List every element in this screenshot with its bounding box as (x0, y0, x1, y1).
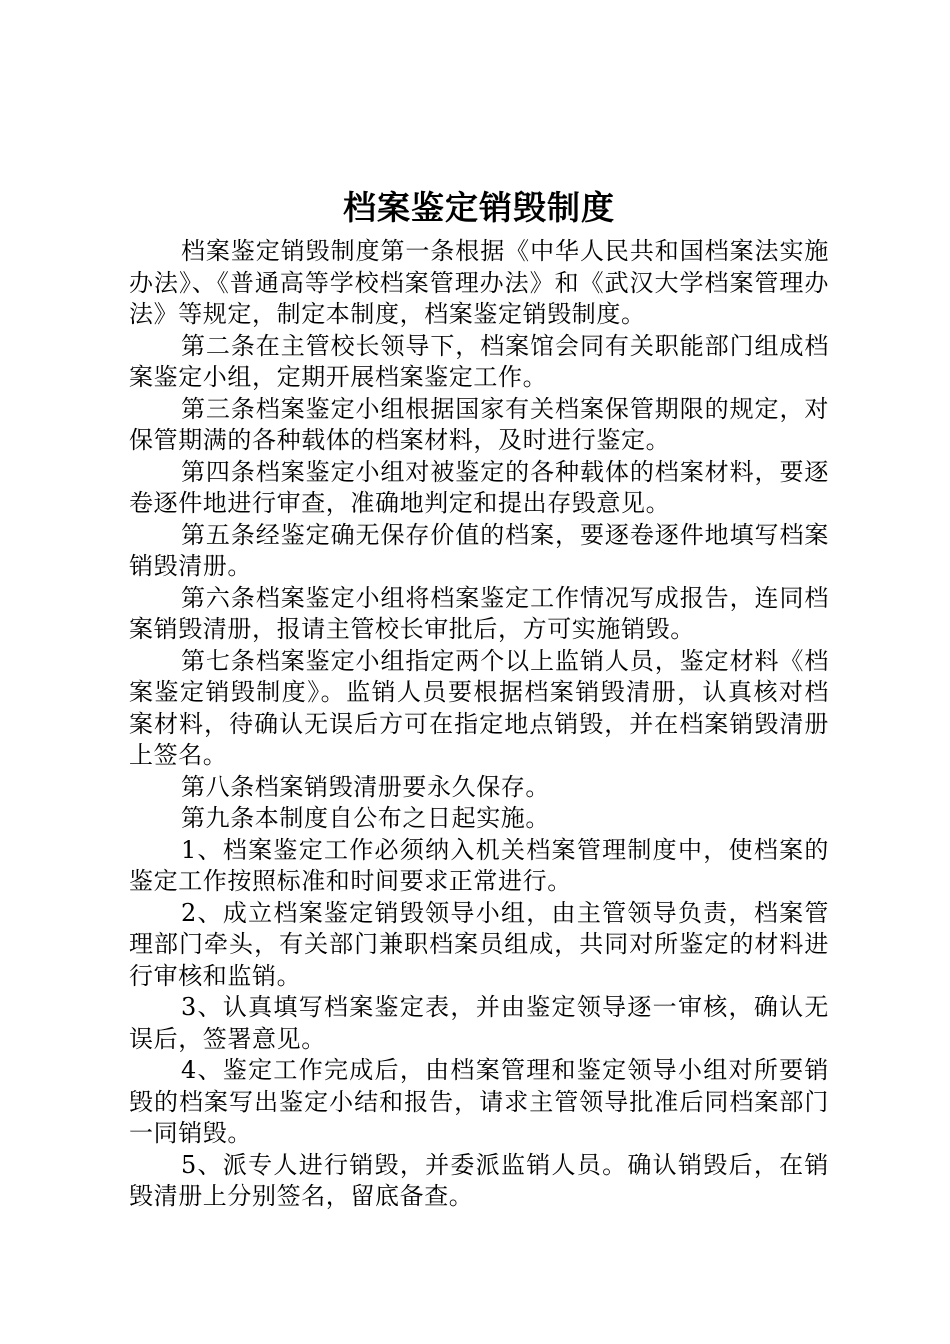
paragraph-7: 第七条档案鉴定小组指定两个以上监销人员，鉴定材料《档案鉴定销毁制度》。监销人员要根据档案销毁清册，认真核对档案材料，待确认无误后方可在指定地点销毁，并在档案销毁清册上签名。 (129, 646, 829, 769)
paragraph-9: 第九条本制度自公布之日起实施。 (181, 804, 550, 832)
paragraph-2: 第二条在主管校长领导下，档案馆会同有关职能部门组成档案鉴定小组，定期开展档案鉴定工作。 (129, 331, 829, 391)
paragraph-10: 1、档案鉴定工作必须纳入机关档案管理制度中，使档案的鉴定工作按照标准和时间要求正常进行。 (129, 835, 829, 895)
paragraph-4: 第四条档案鉴定小组对被鉴定的各种载体的档案材料，要逐卷逐件地进行审查，准确地判定和提出存毁意见。 (129, 457, 829, 517)
document-body (129, 236, 829, 1213)
paragraph-14: 5、派专人进行销毁，并委派监销人员。确认销毁后，在销毁清册上分别签名，留底备查。 (129, 1150, 829, 1210)
paragraph-11: 2、成立档案鉴定销毁领导小组，由主管领导负责，档案管理部门牵头，有关部门兼职档案员组成，共同对所鉴定的材料进行审核和监销。 (129, 898, 829, 990)
document-title: 档案鉴定销毁制度 (343, 188, 615, 227)
paragraph-12: 3、认真填写档案鉴定表，并由鉴定领导逐一审核，确认无误后，签署意见。 (129, 993, 829, 1053)
paragraph-6: 第六条档案鉴定小组将档案鉴定工作情况写成报告，连同档案销毁清册，报请主管校长审批后，方可实施销毁。 (129, 583, 829, 643)
paragraph-5: 第五条经鉴定确无保存价值的档案，要逐卷逐件地填写档案销毁清册。 (129, 520, 829, 580)
paragraph-13: 4、鉴定工作完成后，由档案管理和鉴定领导小组对所要销毁的档案写出鉴定小结和报告，请求主管领导批准后同档案部门一同销毁。 (129, 1056, 829, 1147)
document-page (129, 180, 829, 1213)
paragraph-3: 第三条档案鉴定小组根据国家有关档案保管期限的规定，对保管期满的各种载体的档案材料，及时进行鉴定。 (129, 394, 829, 454)
paragraph-8: 第八条档案销毁清册要永久保存。 (181, 772, 550, 801)
paragraph-1: 档案鉴定销毁制度第一条根据《中华人民共和国档案法实施办法》、《普通高等学校档案管理办法》和《武汉大学档案管理办法》等规定，制定本制度，档案鉴定销毁制度。 (129, 237, 829, 328)
